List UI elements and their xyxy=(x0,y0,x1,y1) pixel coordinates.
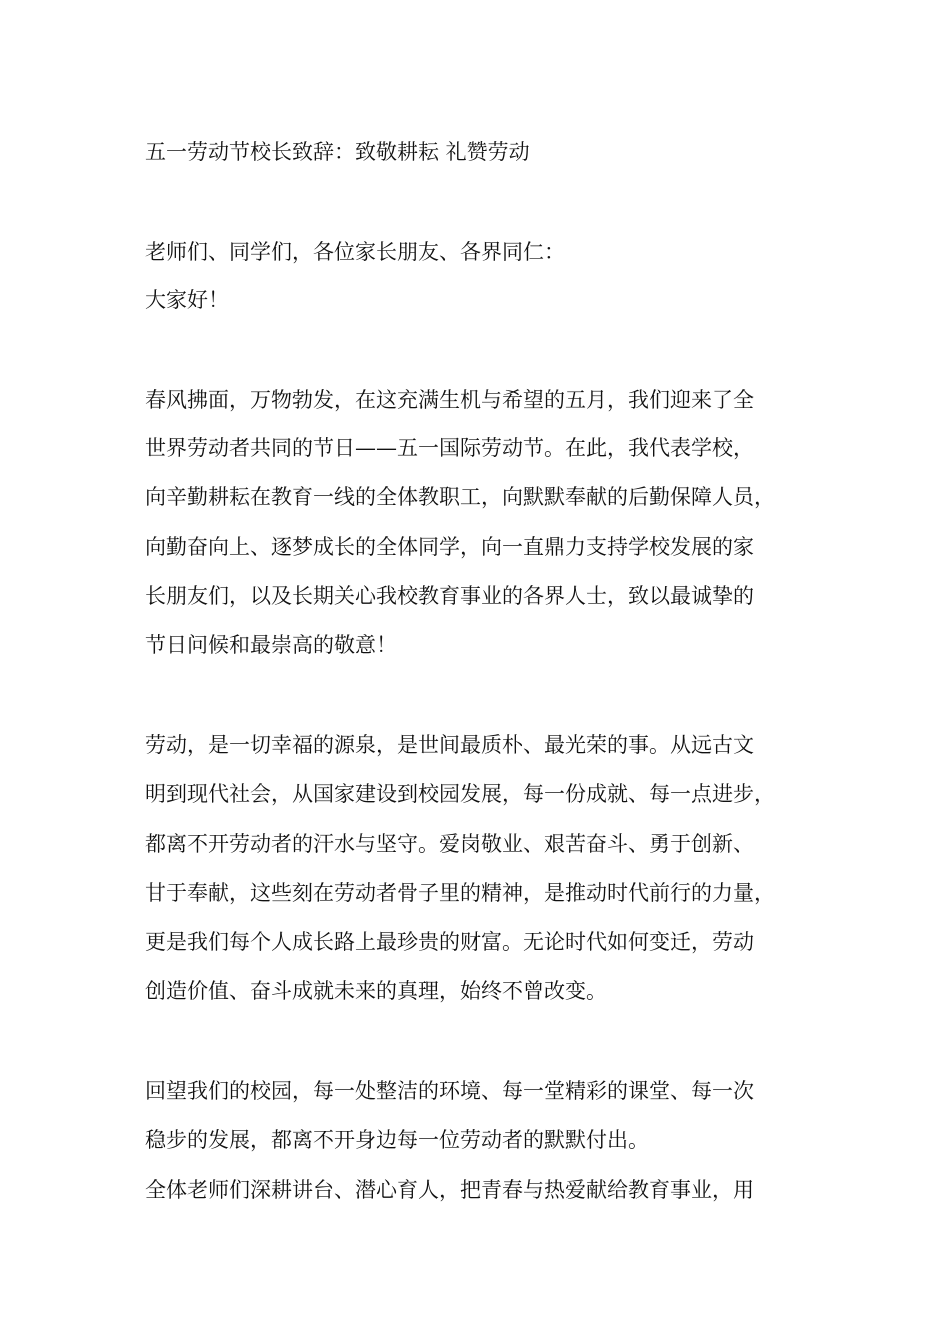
paragraph-line: 甘于奉献，这些刻在劳动者骨子里的精神，是推动时代前行的力量， xyxy=(145,881,775,905)
paragraph-line: 春风拂面，万物勃发，在这充满生机与希望的五月，我们迎来了全 xyxy=(145,388,754,412)
paragraph-line: 都离不开劳动者的汗水与坚守。爱岗敬业、艰苦奋斗、勇于创新、 xyxy=(145,832,754,856)
paragraph-line: 明到现代社会，从国家建设到校园发展，每一份成就、每一点进步， xyxy=(145,782,775,806)
paragraph-line: 长朋友们，以及长期关心我校教育事业的各界人士，致以最诚挚的 xyxy=(145,584,754,608)
salutation: 老师们、同学们，各位家长朋友、各界同仁： xyxy=(145,240,565,264)
paragraph-line: 世界劳动者共同的节日——五一国际劳动节。在此，我代表学校， xyxy=(145,436,754,460)
document-title: 五一劳动节校长致辞：致敬耕耘 礼赞劳动 xyxy=(145,140,530,164)
paragraph-line: 向勤奋向上、逐梦成长的全体同学，向一直鼎力支持学校发展的家 xyxy=(145,535,754,559)
paragraph-line: 向辛勤耕耘在教育一线的全体教职工，向默默奉献的后勤保障人员， xyxy=(145,485,775,509)
paragraph-line: 回望我们的校园，每一处整洁的环境、每一堂精彩的课堂、每一次 xyxy=(145,1079,754,1103)
paragraph-line: 劳动，是一切幸福的源泉，是世间最质朴、最光荣的事。从远古文 xyxy=(145,733,754,757)
paragraph-line: 创造价值、奋斗成就未来的真理，始终不曾改变。 xyxy=(145,979,607,1003)
paragraph-line: 节日问候和最崇高的敬意！ xyxy=(145,633,397,657)
paragraph-line: 更是我们每个人成长路上最珍贵的财富。无论时代如何变迁，劳动 xyxy=(145,930,754,954)
paragraph-line: 稳步的发展，都离不开身边每一位劳动者的默默付出。 xyxy=(145,1128,649,1152)
paragraph-line: 全体老师们深耕讲台、潜心育人，把青春与热爱献给教育事业，用 xyxy=(145,1178,754,1202)
greeting: 大家好！ xyxy=(145,288,229,312)
